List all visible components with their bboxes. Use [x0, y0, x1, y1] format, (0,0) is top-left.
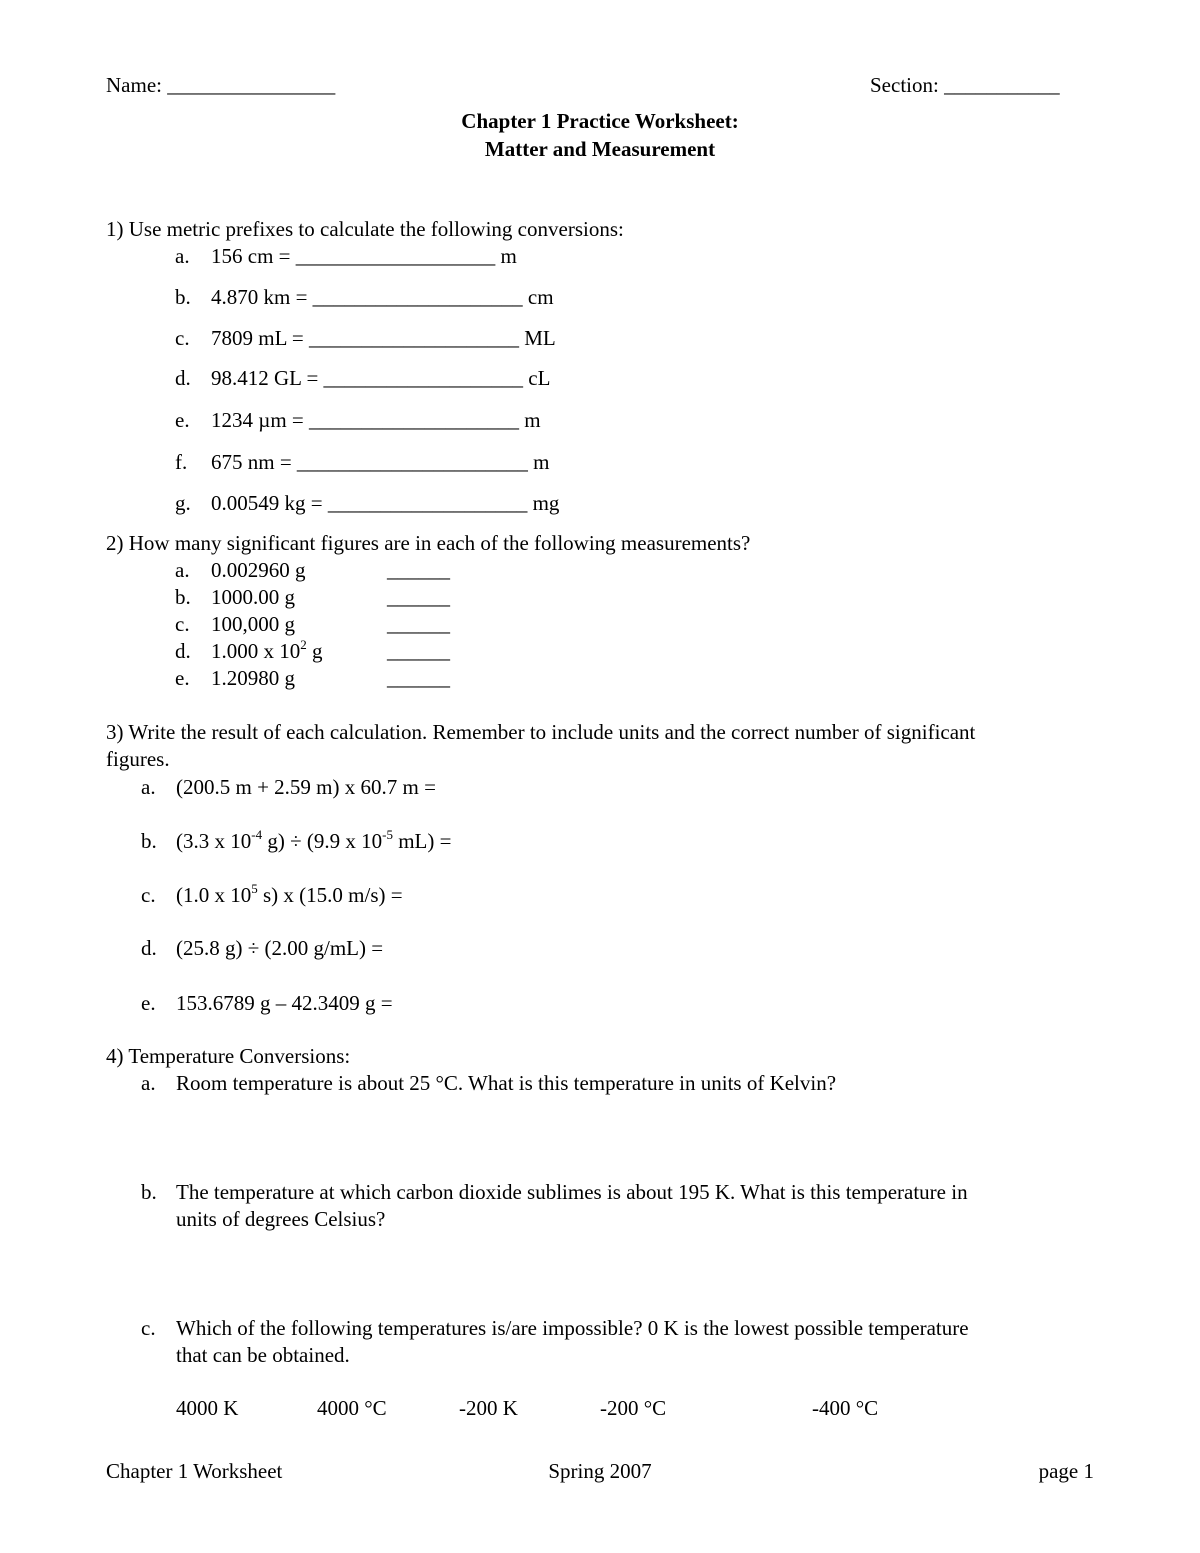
q2-item-text: 1000.00 g — [211, 585, 295, 609]
q1-item-letter: c. — [175, 326, 190, 350]
q3-c-part1: (1.0 x 10 — [176, 883, 252, 907]
q1-item-letter: b. — [175, 285, 191, 309]
q1-item-text: 675 nm = ______________________ m — [211, 450, 550, 474]
q1-item-letter: f. — [175, 450, 188, 474]
q4-item-text-cont: units of degrees Celsius? — [176, 1207, 386, 1231]
q2-item-letter: e. — [175, 666, 190, 690]
q3-c-exp1: 5 — [251, 881, 258, 896]
q3-item-letter: e. — [141, 991, 156, 1015]
temperature-option: -200 °C — [600, 1396, 667, 1420]
q2-answer-blank: ______ — [387, 612, 450, 636]
q3-b-part1: (3.3 x 10 — [176, 829, 252, 853]
q1-item-letter: e. — [175, 408, 190, 432]
q4-item-letter: a. — [141, 1071, 156, 1095]
worksheet-subtitle: Matter and Measurement — [484, 137, 716, 161]
temperature-option: -400 °C — [812, 1396, 879, 1420]
q2-item-text: 1.20980 g — [211, 666, 295, 690]
q3-prompt: 3) Write the result of each calculation. Remember to include units and the correct number of significant — [106, 720, 976, 744]
q2-answer-blank: ______ — [387, 558, 450, 582]
q3-b-exp1: -4 — [251, 827, 263, 842]
q3-item-letter: d. — [141, 936, 157, 960]
q1-item-text: 1234 µm = ____________________ m — [211, 408, 541, 432]
q3-item-letter: c. — [141, 883, 156, 907]
q1-item-text: 156 cm = ___________________ m — [211, 244, 517, 268]
q1-item-text: 0.00549 kg = ___________________ mg — [211, 491, 560, 515]
q2-item-letter: d. — [175, 639, 191, 663]
q4-item-text-cont: that can be obtained. — [176, 1343, 350, 1367]
temperature-option: 4000 °C — [317, 1396, 387, 1420]
footer-center: Spring 2007 — [548, 1459, 652, 1483]
q1-item-letter: d. — [175, 366, 191, 390]
q3-b-part2: g) ÷ (9.9 x 10 — [262, 829, 383, 853]
q3-item-text: 153.6789 g – 42.3409 g = — [176, 991, 393, 1015]
q3-c-part2: s) x (15.0 m/s) = — [257, 883, 403, 907]
q4-item-letter: b. — [141, 1180, 157, 1204]
q4-item-text: Room temperature is about 25 °C. What is this temperature in units of Kelvin? — [176, 1071, 837, 1095]
q4-prompt: 4) Temperature Conversions: — [106, 1044, 351, 1068]
q1-item-letter: a. — [175, 244, 190, 268]
name-field-label: Name: ________________ — [106, 73, 336, 97]
q2-item-exponent: 2 — [300, 637, 307, 652]
q4-item-text: Which of the following temperatures is/are impossible? 0 K is the lowest possible temperature — [176, 1316, 969, 1340]
q2-item-base: 1.000 x 10 — [211, 639, 301, 663]
section-field-label: Section: ___________ — [870, 73, 1060, 97]
q4-item-text: The temperature at which carbon dioxide sublimes is about 195 K. What is this temperature in — [176, 1180, 968, 1204]
q3-item-text — [176, 827, 452, 853]
footer-page-number: page 1 — [1038, 1459, 1094, 1483]
q3-item-text — [176, 881, 403, 907]
q2-item-text — [211, 637, 323, 663]
q3-b-part3: mL) = — [392, 829, 452, 853]
q3-prompt-cont: figures. — [106, 747, 170, 771]
q1-item-text: 98.412 GL = ___________________ cL — [211, 366, 551, 390]
q2-answer-blank: ______ — [387, 639, 450, 663]
q2-item-text: 0.002960 g — [211, 558, 306, 582]
q2-answer-blank: ______ — [387, 666, 450, 690]
q3-item-letter: b. — [141, 829, 157, 853]
q1-item-text: 7809 mL = ____________________ ML — [211, 326, 556, 350]
q1-item-letter: g. — [175, 491, 191, 515]
q3-item-text: (25.8 g) ÷ (2.00 g/mL) = — [176, 936, 384, 960]
q1-prompt: 1) Use metric prefixes to calculate the following conversions: — [106, 217, 624, 241]
q2-item-letter: c. — [175, 612, 190, 636]
q2-item-text: 100,000 g — [211, 612, 295, 636]
q1-item-text: 4.870 km = ____________________ cm — [211, 285, 554, 309]
q2-answer-blank: ______ — [387, 585, 450, 609]
q2-prompt: 2) How many significant figures are in each of the following measurements? — [106, 531, 751, 555]
temperature-option: 4000 K — [176, 1396, 239, 1420]
q4-item-letter: c. — [141, 1316, 156, 1340]
footer-left: Chapter 1 Worksheet — [106, 1459, 283, 1483]
q3-item-text: (200.5 m + 2.59 m) x 60.7 m = — [176, 775, 436, 799]
temperature-option: -200 K — [459, 1396, 518, 1420]
q3-item-letter: a. — [141, 775, 156, 799]
q2-item-letter: b. — [175, 585, 191, 609]
q2-item-letter: a. — [175, 558, 190, 582]
q3-b-exp2: -5 — [382, 827, 393, 842]
worksheet-title: Chapter 1 Practice Worksheet: — [461, 109, 739, 133]
q2-item-unit: g — [306, 639, 323, 663]
